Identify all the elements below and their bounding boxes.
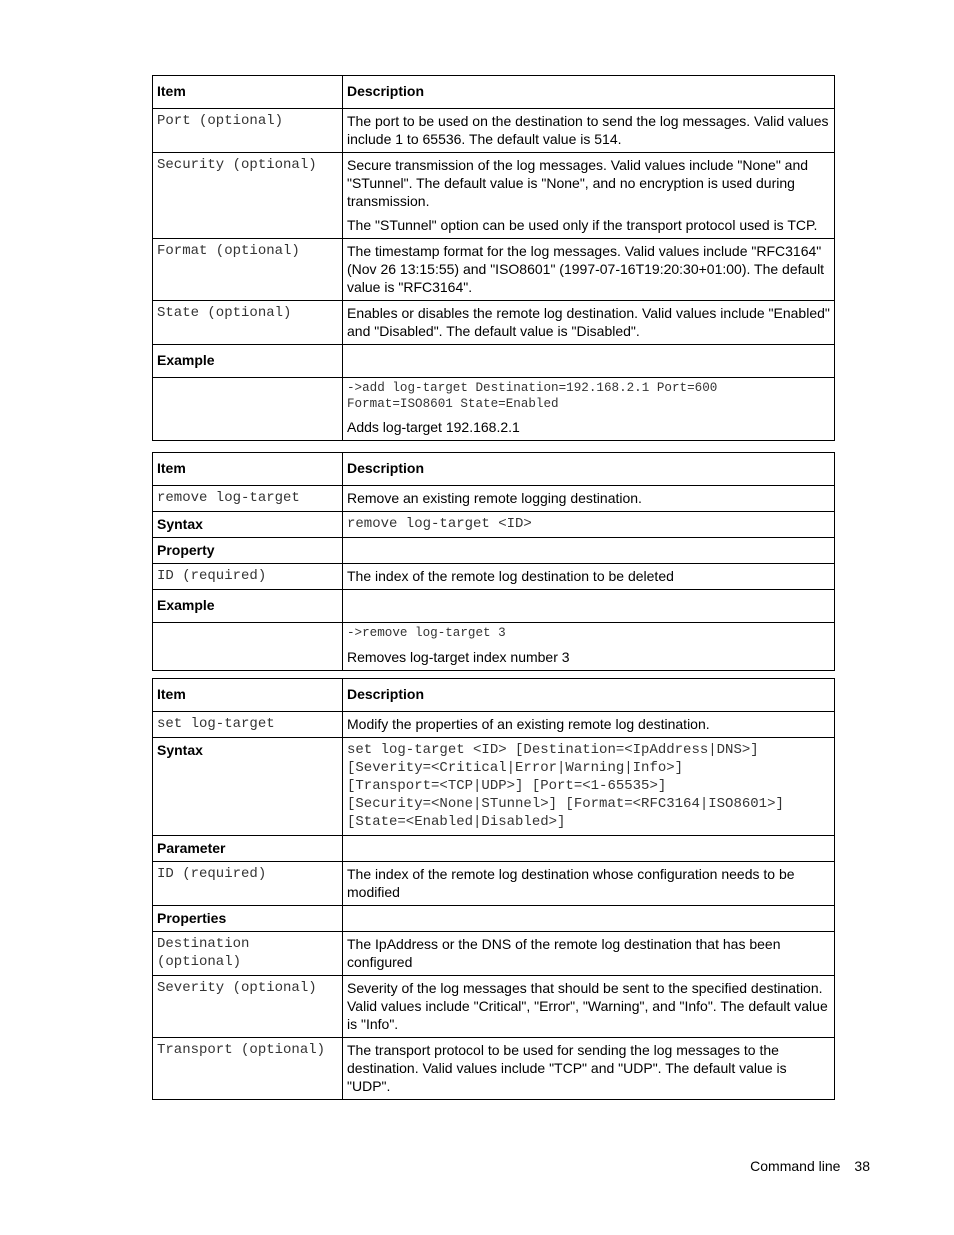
row-description	[343, 301, 835, 345]
example-row	[153, 623, 835, 671]
example-label-row	[153, 590, 835, 623]
row-description: The index of the remote log destination whose configuration needs to be modified	[343, 862, 835, 906]
table-row	[153, 239, 835, 301]
remove-log-target-table	[152, 452, 835, 671]
empty-cell	[343, 538, 835, 564]
table-header-row	[153, 679, 835, 712]
row-item: Format (optional)	[153, 239, 343, 301]
description-text: The port to be used on the destination to send the log messages. Valid values include 1 to 65536. The default value is 514.	[347, 113, 829, 147]
example-cell	[343, 378, 835, 441]
property-label: Property	[153, 538, 343, 564]
empty-cell	[343, 590, 835, 623]
command-name: remove log-target	[153, 486, 343, 512]
syntax-row	[153, 512, 835, 538]
command-description: Modify the properties of an existing remote log destination.	[343, 712, 835, 738]
table-row	[153, 932, 835, 976]
row-description: The IpAddress or the DNS of the remote log destination that has been configured	[343, 932, 835, 976]
empty-cell	[343, 906, 835, 932]
empty-cell	[153, 378, 343, 441]
row-description: Severity of the log messages that should be sent to the specified destination. Valid values include "Critical", "Error", "Warning", and "Info". The default value is "Info".	[343, 976, 835, 1038]
syntax-row	[153, 738, 835, 836]
table-row	[153, 301, 835, 345]
row-description: The transport protocol to be used for sending the log messages to the destination. Valid values include "TCP" and "UDP". The default value is "UDP".	[343, 1038, 835, 1100]
empty-cell	[343, 836, 835, 862]
description-text: The timestamp format for the log messages. Valid values include "RFC3164" (Nov 26 13:15:55) and "ISO8601" (1997-07-16T19:20:30+01:00). The default value is "RFC3164".	[347, 243, 825, 295]
example-code: ->remove log-target 3	[347, 626, 506, 640]
property-label-row	[153, 538, 835, 564]
table-row	[153, 862, 835, 906]
row-item: Security (optional)	[153, 153, 343, 239]
header-item: Item	[153, 76, 343, 109]
description-text: Enables or disables the remote log destination. Valid values include "Enabled" and "Disabled". The default value is "Disabled".	[347, 305, 830, 339]
example-label: Example	[153, 590, 343, 623]
parameter-label-row	[153, 836, 835, 862]
table-row	[153, 486, 835, 512]
page-footer	[750, 1158, 870, 1174]
syntax-label: Syntax	[153, 512, 343, 538]
set-log-target-table	[152, 678, 835, 1100]
example-cell	[343, 623, 835, 671]
header-item: Item	[153, 453, 343, 486]
row-item: State (optional)	[153, 301, 343, 345]
parameter-label: Parameter	[153, 836, 343, 862]
table-row	[153, 976, 835, 1038]
table-row	[153, 153, 835, 239]
row-description: The index of the remote log destination to be deleted	[343, 564, 835, 590]
row-item: Transport (optional)	[153, 1038, 343, 1100]
syntax-code: remove log-target <ID>	[343, 512, 835, 538]
example-label-row	[153, 345, 835, 378]
syntax-label: Syntax	[153, 738, 343, 836]
properties-label-row	[153, 906, 835, 932]
table-row	[153, 712, 835, 738]
footer-section-title: Command line	[750, 1158, 841, 1174]
empty-cell	[153, 623, 343, 671]
table-header-row	[153, 453, 835, 486]
row-item: Severity (optional)	[153, 976, 343, 1038]
command-name: set log-target	[153, 712, 343, 738]
example-text: Removes log-target index number 3	[347, 648, 570, 665]
row-item: ID (required)	[153, 564, 343, 590]
table-row	[153, 564, 835, 590]
command-description: Remove an existing remote logging destination.	[343, 486, 835, 512]
page-number: 38	[854, 1158, 870, 1174]
header-description: Description	[343, 453, 835, 486]
properties-label: Properties	[153, 906, 343, 932]
table-row	[153, 1038, 835, 1100]
row-item: Destination (optional)	[153, 932, 343, 976]
example-row	[153, 378, 835, 441]
header-description: Description	[343, 76, 835, 109]
example-code: ->add log-target Destination=192.168.2.1 Port=600 Format=ISO8601 State=Enabled	[347, 381, 718, 411]
empty-cell	[343, 345, 835, 378]
row-description	[343, 239, 835, 301]
description-text: Secure transmission of the log messages. Valid values include "None" and "STunnel". The default value is "None", and no encryption is used during transmission.	[347, 157, 809, 209]
row-description	[343, 109, 835, 153]
row-item: Port (optional)	[153, 109, 343, 153]
description-text: The "STunnel" option can be used only if the transport protocol used is TCP.	[347, 217, 818, 233]
log-target-options-table	[152, 75, 835, 441]
example-text: Adds log-target 192.168.2.1	[347, 419, 520, 435]
header-item: Item	[153, 679, 343, 712]
table-row	[153, 109, 835, 153]
row-description	[343, 153, 835, 239]
example-label: Example	[153, 345, 343, 378]
table-header-row	[153, 76, 835, 109]
row-item: ID (required)	[153, 862, 343, 906]
header-description: Description	[343, 679, 835, 712]
syntax-code: set log-target <ID> [Destination=<IpAddress|DNS>] [Severity=<Critical|Error|Warning|Info>] [Transport=<TCP|UDP>] [Port=<1-65535>] [Security=<None|STunnel>] [Format=<RFC3164|ISO8601>] [State=<Enabled|Disabled>]	[343, 738, 835, 836]
